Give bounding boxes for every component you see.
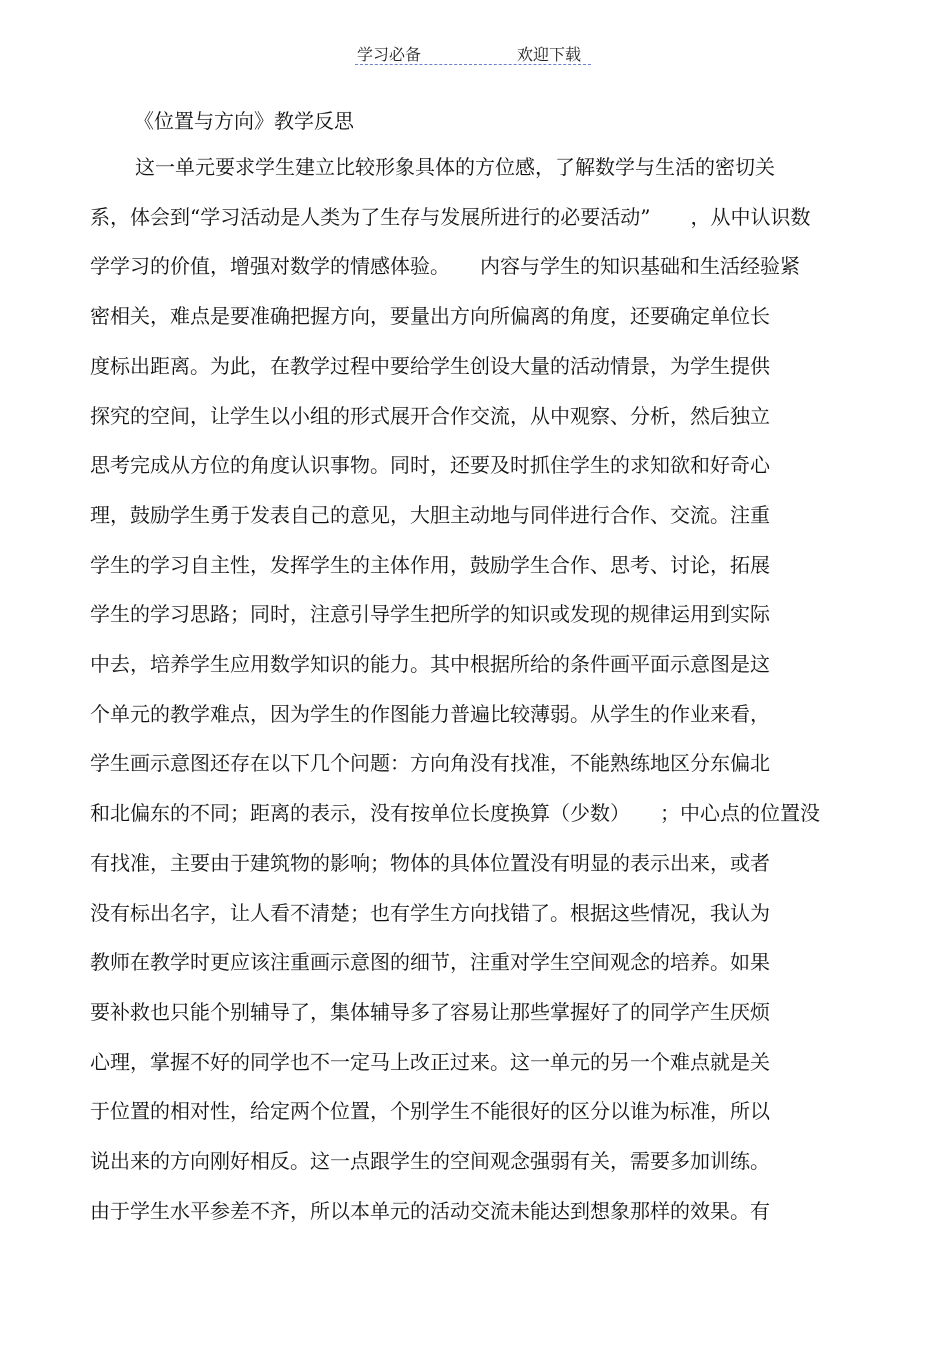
body-line: 密相关，难点是要准确把握方向，要量出方向所偏离的角度，还要确定单位长 bbox=[90, 304, 770, 328]
body-line: 没有标出名字，让人看不清楚；也有学生方向找错了。根据这些情况，我认为 bbox=[90, 901, 770, 925]
header-left-text: 学习必备 bbox=[357, 45, 422, 64]
body-line: 探究的空间，让学生以小组的形式展开合作交流，从中观察、分析，然后独立 bbox=[90, 404, 770, 428]
body-line: 系，体会到“学习活动是人类为了生存与发展所进行的必要活动” ，从中认识数 bbox=[90, 205, 811, 229]
body-line: 教师在教学时更应该注重画示意图的细节，注重对学生空间观念的培养。如果 bbox=[90, 950, 770, 974]
body-line: 学生的学习思路；同时，注意引导学生把所学的知识或发现的规律运用到实际 bbox=[90, 602, 770, 626]
body-line: 说出来的方向刚好相反。这一点跟学生的空间观念强弱有关，需要多加训练。 bbox=[90, 1149, 770, 1173]
body-line: 个单元的教学难点，因为学生的作图能力普遍比较薄弱。从学生的作业来看， bbox=[90, 702, 770, 726]
body-line: 这一单元要求学生建立比较形象具体的方位感，了解数学与生活的密切关 bbox=[135, 155, 775, 179]
page-header bbox=[355, 40, 591, 66]
body-line: 于位置的相对性，给定两个位置，个别学生不能很好的区分以谁为标准，所以 bbox=[90, 1099, 770, 1123]
header-dashed-rule bbox=[355, 64, 591, 65]
body-line: 心理，掌握不好的同学也不一定马上改正过来。这一单元的另一个难点就是关 bbox=[90, 1050, 770, 1074]
body-line: 思考完成从方位的角度认识事物。同时，还要及时抓住学生的求知欲和好奇心 bbox=[90, 453, 770, 477]
body-line: 和北偏东的不同；距离的表示，没有按单位长度换算（少数） ；中心点的位置没 bbox=[90, 801, 820, 825]
body-line: 度标出距离。为此，在教学过程中要给学生创设大量的活动情景，为学生提供 bbox=[90, 354, 770, 378]
body-line: 学生画示意图还存在以下几个问题：方向角没有找准，不能熟练地区分东偏北 bbox=[90, 751, 770, 775]
body-line: 学学习的价值，增强对数学的情感体验。 内容与学生的知识基础和生活经验紧 bbox=[90, 254, 800, 278]
body-line: 学生的学习自主性，发挥学生的主体作用，鼓励学生合作、思考、讨论，拓展 bbox=[90, 553, 770, 577]
body-line: 中去，培养学生应用数学知识的能力。其中根据所给的条件画平面示意图是这 bbox=[90, 652, 770, 676]
body-line: 由于学生水平参差不齐，所以本单元的活动交流未能达到想象那样的效果。有 bbox=[90, 1199, 770, 1223]
body-line: 理，鼓励学生勇于发表自己的意见，大胆主动地与同伴进行合作、交流。注重 bbox=[90, 503, 770, 527]
header-right-text: 欢迎下载 bbox=[517, 45, 582, 64]
body-line: 要补救也只能个别辅导了，集体辅导多了容易让那些掌握好了的同学产生厌烦 bbox=[90, 1000, 770, 1024]
body-line: 有找准，主要由于建筑物的影响；物体的具体位置没有明显的表示出来，或者 bbox=[90, 851, 770, 875]
document-title: 《位置与方向》教学反思 bbox=[134, 109, 354, 133]
